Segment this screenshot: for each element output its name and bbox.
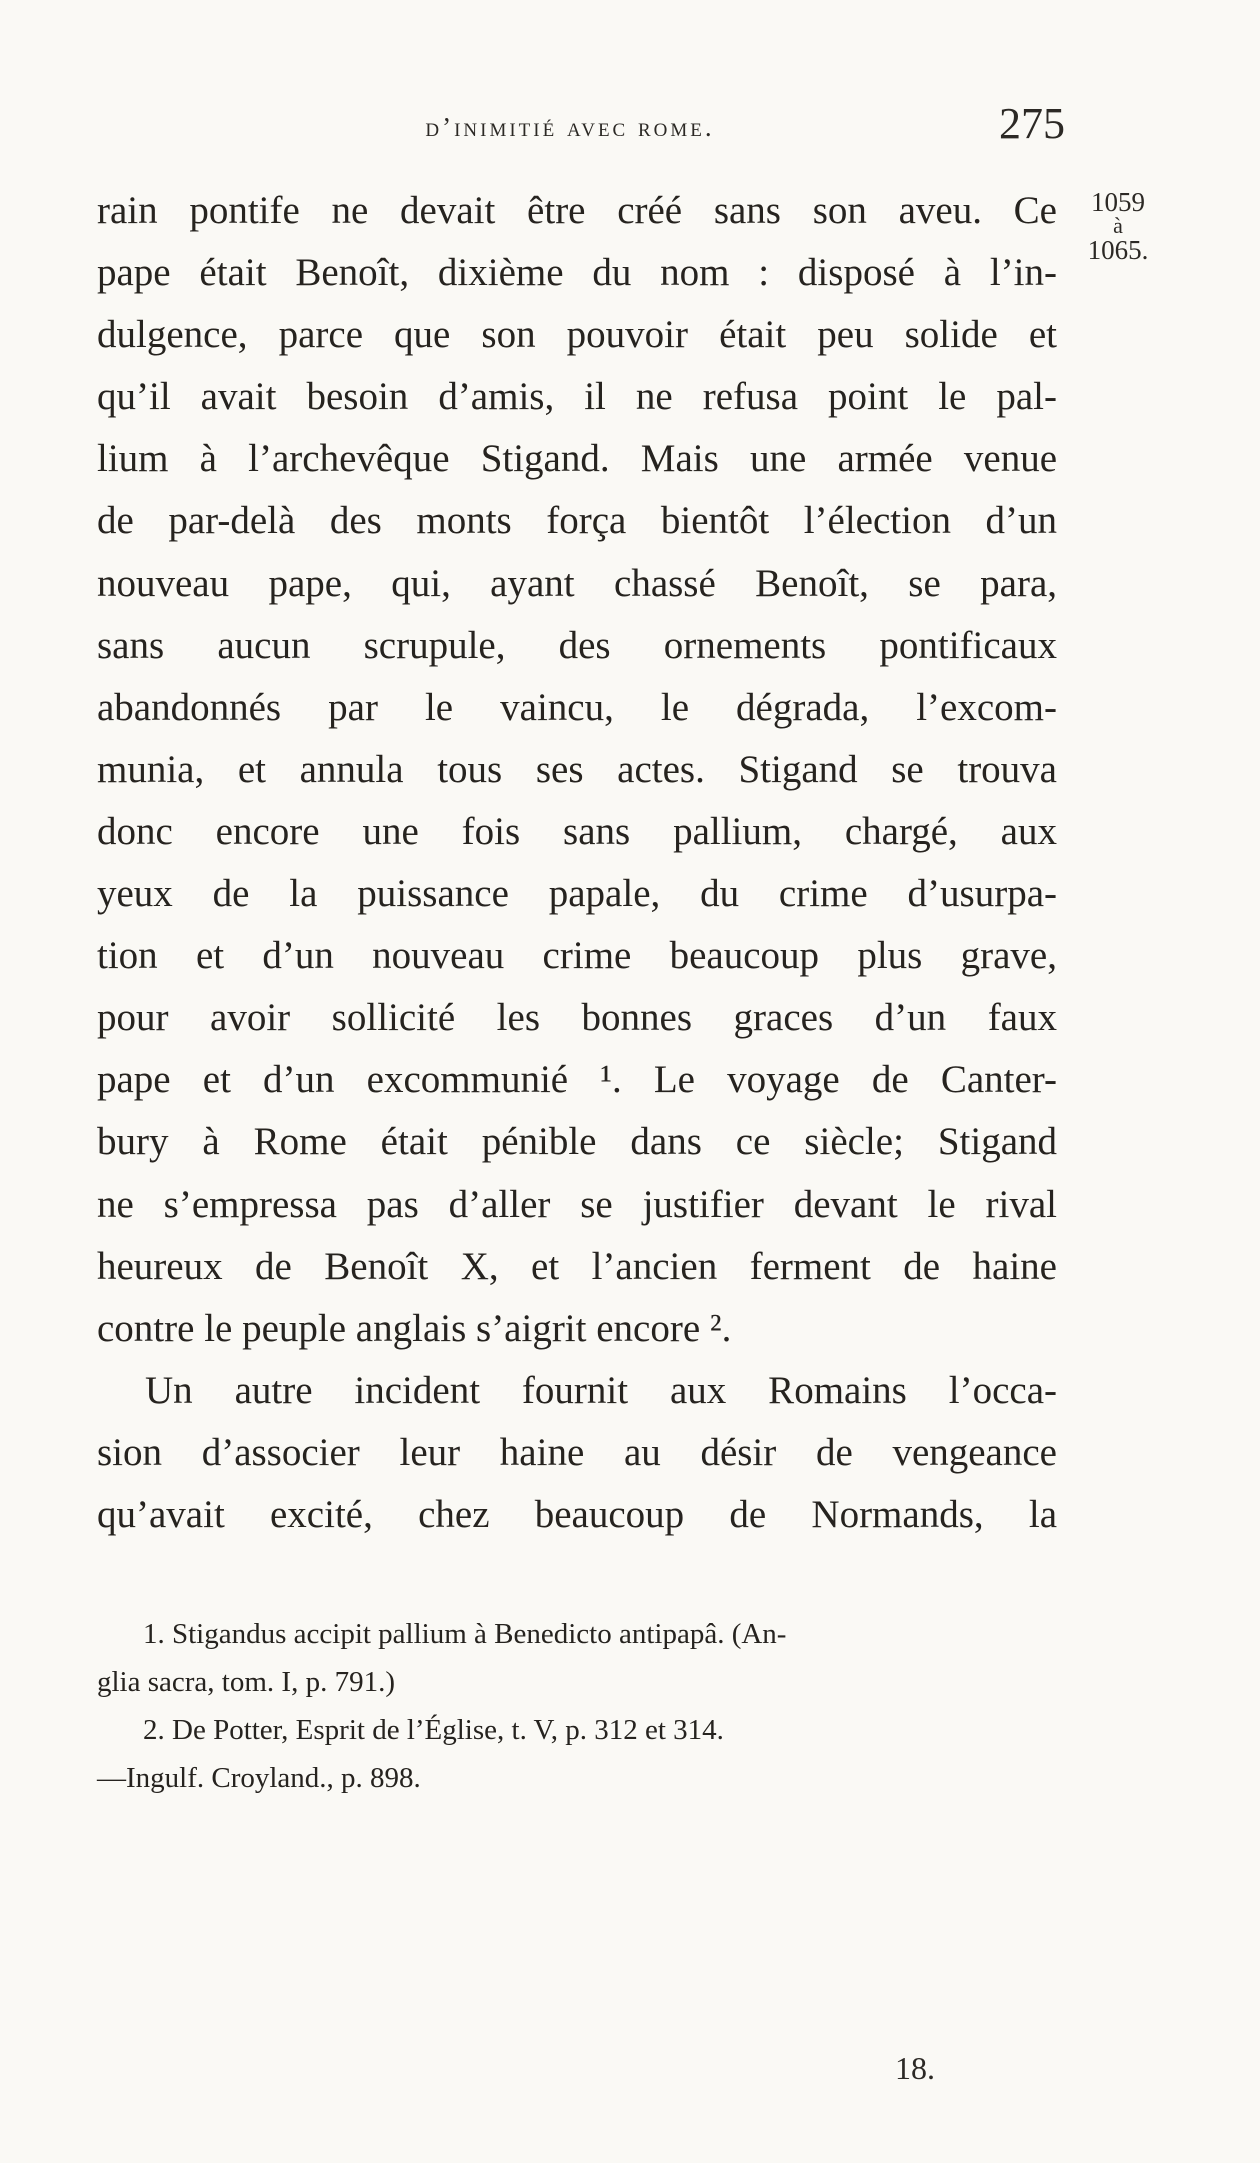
text-line: tion et d’un nouveau crime beaucoup plus grave, [97,934,1057,978]
text-line: contre le peuple anglais s’aigrit encore ². [97,1306,732,1350]
paragraph-start-line: Un autre incident fournit aux Romains l’occa- [145,1368,1057,1412]
text-line: nouveau pape, qui, ayant chassé Benoît, se para, [97,561,1057,605]
page-number: 275 [999,99,1065,148]
text-line: pape et d’un excommunié ¹. Le voyage de Canter- [97,1058,1057,1102]
footnote-1-line-1: 1. Stigandus accipit pallium à Benedicto antipapâ. (An- [143,1618,787,1650]
text-line: munia, et annula tous ses actes. Stigand se trouva [97,747,1057,791]
footnote-1-line-2: glia sacra, tom. I, p. 791.) [97,1666,395,1698]
text-line: yeux de la puissance papale, du crime d’usurpa- [97,872,1057,916]
text-line: sion d’associer leur haine au désir de vengeance [97,1430,1057,1474]
text-line: qu’il avait besoin d’amis, il ne refusa point le pal- [97,375,1057,419]
text-line: bury à Rome était pénible dans ce siècle; Stigand [97,1120,1057,1164]
text-line: pape était Benoît, dixième du nom : disposé à l’in- [97,251,1057,295]
text-line: lium à l’archevêque Stigand. Mais une armée venue [97,437,1057,481]
text-line: pour avoir sollicité les bonnes graces d’un faux [97,996,1057,1040]
margin-date-note [1068,188,1168,264]
text-line: qu’avait excité, chez beaucoup de Normands, la [97,1492,1057,1536]
text-line: dulgence, parce que son pouvoir était peu solide et [97,313,1057,357]
margin-year-start: 1059 [1091,187,1145,217]
text-line: ne s’empressa pas d’aller se justifier devant le rival [97,1182,1057,1226]
footnotes [97,1610,1072,1802]
text-line: heureux de Benoît X, et l’ancien ferment de haine [97,1244,1057,1288]
footnote-2-line-1: 2. De Potter, Esprit de l’Église, t. V, p. 312 et 314. [143,1714,724,1746]
footnote-2-line-2: —Ingulf. Croyland., p. 898. [97,1762,421,1794]
signature-mark: 18. [895,2050,935,2086]
text-line: abandonnés par le vaincu, le dégrada, l’excom- [97,685,1057,729]
margin-year-end: 1065. [1087,235,1149,265]
running-head: d’inimitié avec rome. [425,112,715,142]
text-line: sans aucun scrupule, des ornements pontificaux [97,623,1057,667]
margin-connector: à [1113,213,1123,238]
text-line: de par-delà des monts força bientôt l’élection d’un [97,499,1057,543]
text-line: rain pontife ne devait être créé sans son aveu. Ce [97,189,1057,232]
body-text [97,180,1057,1546]
text-line: donc encore une fois sans pallium, chargé, aux [97,809,1057,853]
